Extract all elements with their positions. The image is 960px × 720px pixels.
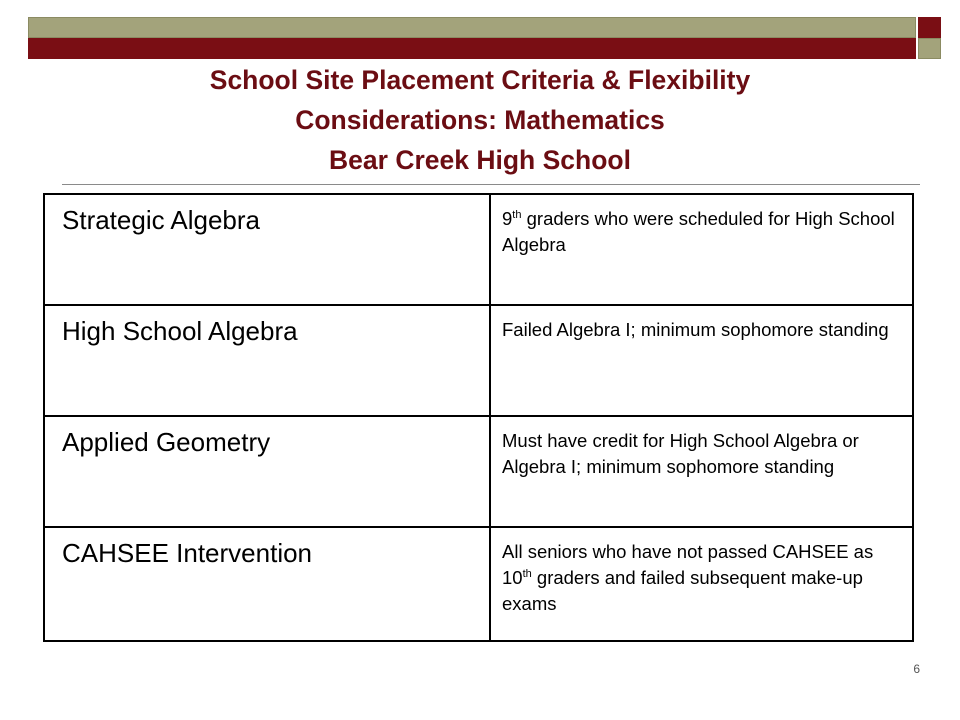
title-line-3: Bear Creek High School	[329, 145, 631, 175]
course-name-cell: High School Algebra	[44, 305, 490, 416]
ordinal-suffix: th	[512, 208, 522, 221]
criteria-cell	[490, 305, 913, 416]
criteria-cell	[490, 416, 913, 527]
table-row	[44, 194, 913, 305]
criteria-text: graders and failed subsequent make-up exams	[502, 566, 863, 614]
table-row	[44, 416, 913, 527]
corner-accent-square-light	[918, 38, 941, 59]
criteria-text: 9	[502, 208, 513, 229]
course-name-cell: CAHSEE Intervention	[44, 527, 490, 641]
criteria-text: graders who were scheduled for High School Algebra	[502, 208, 895, 255]
ordinal-suffix: th	[522, 567, 532, 580]
corner-accent-square-dark	[918, 17, 941, 38]
placement-criteria-table	[43, 193, 914, 642]
slide-title	[40, 60, 920, 180]
title-divider	[62, 184, 920, 185]
table-row	[44, 527, 913, 641]
title-line-1: School Site Placement Criteria & Flexibility	[209, 65, 751, 95]
criteria-cell	[490, 527, 913, 641]
course-name-cell: Applied Geometry	[44, 416, 490, 527]
table-row	[44, 305, 913, 416]
criteria-text: Failed Algebra I; minimum sophomore standing	[502, 318, 889, 340]
criteria-text: All seniors who have not passed CAHSEE as 10	[502, 540, 874, 588]
page-number: 6	[913, 662, 920, 676]
top-accent-bar-dark	[28, 38, 916, 59]
criteria-text: Must have credit for High School Algebra or Algebra I; minimum sophomore standing	[502, 429, 859, 477]
course-name-cell: Strategic Algebra	[44, 194, 490, 305]
top-accent-bar-light	[28, 17, 916, 38]
title-line-2: Considerations: Mathematics	[295, 105, 665, 135]
criteria-cell	[490, 194, 913, 305]
